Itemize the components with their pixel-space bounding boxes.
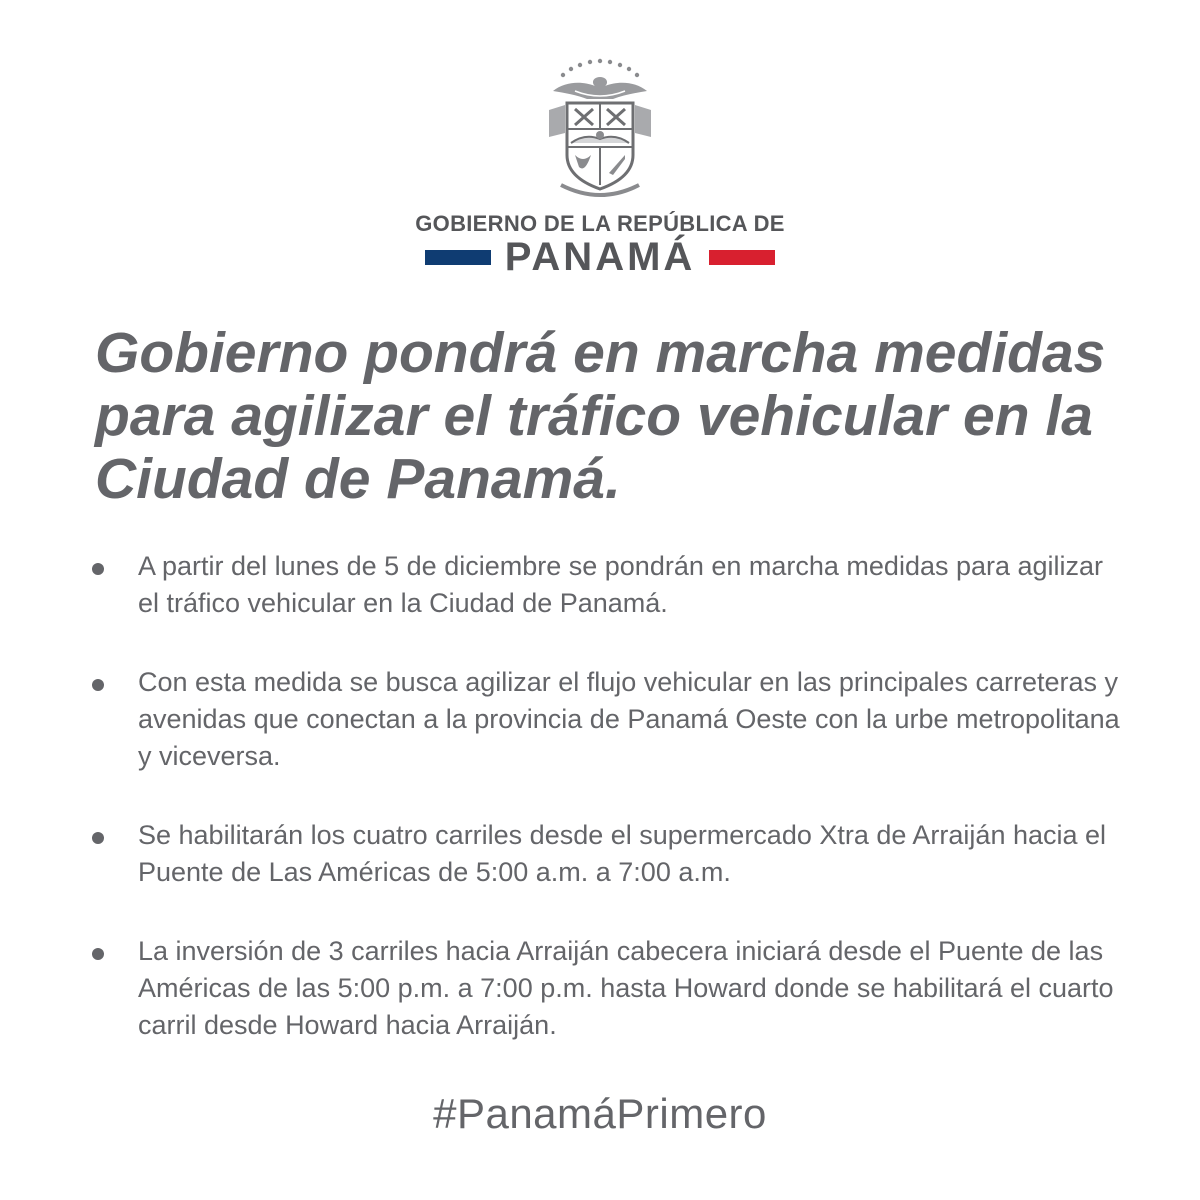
bullet-dot-icon — [92, 948, 104, 960]
list-item — [92, 548, 1122, 622]
bullet-dot-icon — [92, 679, 104, 691]
country-name: PANAMÁ — [504, 235, 696, 279]
bullet-dot-icon — [92, 832, 104, 844]
red-flag-bar — [709, 250, 775, 265]
list-item — [92, 664, 1122, 775]
bullet-text: Se habilitarán los cuatro carriles desde el supermercado Xtra de Arraiján hacia el Puente de Las Américas de 5:00 a.m. a 7:00 a.m. — [138, 820, 1107, 887]
bullet-text: A partir del lunes de 5 de diciembre se pondrán en marcha medidas para agilizar el tráfico vehicular en la Ciudad de Panamá. — [138, 551, 1104, 618]
blue-flag-bar — [425, 250, 491, 265]
government-logo — [0, 55, 1200, 277]
bullet-text: La inversión de 3 carriles hacia Arraiján cabecera iniciará desde el Puente de las Américas de las 5:00 p.m. a 7:00 p.m. hasta Howard donde se habilitará el cuarto carril desde Howard hacia Arraiján. — [138, 936, 1114, 1040]
headline: Gobierno pondrá en marcha medidas para agilizar el tráfico vehicular en la Ciudad de Panamá. — [95, 321, 1106, 511]
country-row — [425, 237, 776, 277]
hashtag: #PanamáPrimero — [433, 1090, 767, 1137]
list-item — [92, 933, 1122, 1044]
coat-of-arms-icon — [535, 55, 665, 205]
list-item — [92, 817, 1122, 891]
bullet-list — [92, 548, 1122, 1086]
bullet-dot-icon — [92, 563, 104, 575]
bullet-text: Con esta medida se busca agilizar el flujo vehicular en las principales carreteras y avenidas que conectan a la provincia de Panamá Oeste con la urbe metropolitana y viceversa. — [138, 667, 1120, 771]
government-line: GOBIERNO DE LA REPÚBLICA DE — [415, 211, 785, 236]
